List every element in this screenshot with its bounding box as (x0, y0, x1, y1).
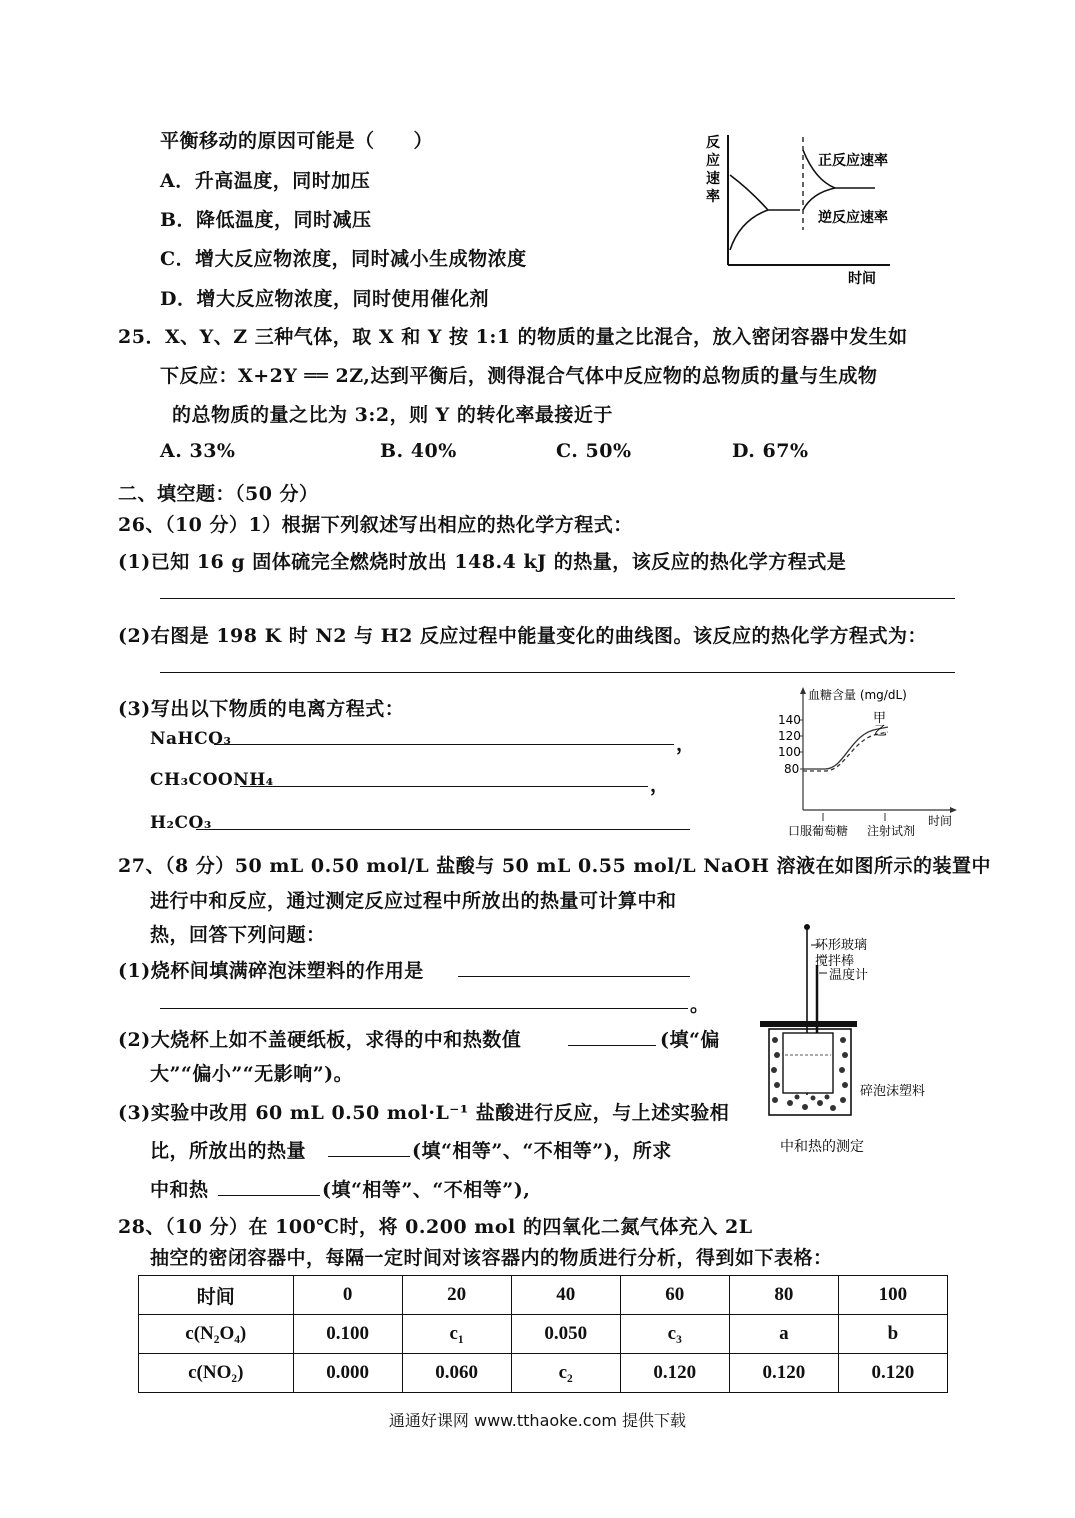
calorimeter-figure (755, 915, 970, 1165)
q27-p1: (1)烧杯间填满碎泡沫塑料的作用是 (118, 960, 424, 982)
bs-ytick-100: 100 (778, 745, 801, 759)
q25-line2: 下反应：X+2Y ══ 2Z,达到平衡后，测得混合气体中反应物的总物质的量与生成物 (160, 365, 878, 387)
table-cell: 0.000 (293, 1354, 402, 1393)
q24-stem: 平衡移动的原因可能是（ ） (160, 130, 434, 152)
q26-p1: (1)已知 16 g 固体硫完全燃烧时放出 148.4 kJ 的热量，该反应的热化学方程式是 (118, 551, 847, 573)
bs-xmark-inject: 注射试剂 (867, 824, 916, 838)
bs-ytick-80: 80 (784, 762, 800, 776)
bs-ytick-120: 120 (778, 729, 801, 743)
q27-line2: 进行中和反应，通过测定反应过程中所放出的热量可计算中和 (150, 890, 677, 912)
table-cell: b (838, 1315, 947, 1354)
table-cell: 0.120 (729, 1354, 838, 1393)
answer-line-h2co3 (196, 829, 690, 830)
table-cell: c₁ (402, 1315, 511, 1354)
bs-ytick-140: 140 (778, 713, 801, 727)
table-header-cell: 40 (511, 1276, 620, 1315)
table-header-cell: 0 (293, 1276, 402, 1315)
q28-line1: 28、（10 分）在 100℃时，将 0.200 mol 的四氧化二氮气体充入 2L (118, 1216, 753, 1238)
species-ch3coonh4: CH₃COONH₄ (150, 770, 274, 790)
comma-1: ， (676, 733, 696, 755)
q27-answer-line-5 (218, 1195, 320, 1196)
table-header-cell: 20 (402, 1276, 511, 1315)
q27-p1-end: 。 (690, 994, 710, 1016)
small-beaker (783, 1033, 833, 1093)
cardboard-lid (760, 1021, 857, 1027)
table-cell: 0.120 (620, 1354, 729, 1393)
q26-answer-line-2 (160, 672, 955, 673)
q28-line2: 抽空的密闭容器中，每隔一定时间对该容器内的物质进行分析，得到如下表格： (150, 1247, 833, 1269)
q27-p3c: (填“相等”、“不相等”)，所求 (412, 1140, 672, 1162)
table-cell: a (729, 1315, 838, 1354)
q27-line3: 热，回答下列问题： (150, 924, 326, 946)
table-cell: 0.060 (402, 1354, 511, 1393)
table-cell: 0.120 (838, 1354, 947, 1393)
q24-option-b: B．降低温度，同时减压 (160, 209, 372, 231)
q27-answer-line-1 (458, 976, 690, 977)
q26-p3: (3)写出以下物质的电离方程式： (118, 698, 405, 720)
q27-p2c: 大”“偏小”“无影响”)。 (150, 1063, 354, 1085)
q25-line1: 25．X、Y、Z 三种气体，取 X 和 Y 按 1:1 的物质的量之比混合，放入密闭容器中发生如 (118, 326, 908, 348)
concentration-table (138, 1275, 948, 1393)
calo-caption: 中和热的测定 (780, 1139, 864, 1155)
q24-option-d: D．增大反应物浓度，同时使用催化剂 (160, 288, 489, 310)
calo-label-stirrer-1: 环形玻璃 (815, 938, 868, 953)
calo-label-stirrer-2: 搅拌棒 (815, 954, 855, 969)
blood-sugar-figure (770, 685, 970, 840)
rt-forward-label: 正反应速率 (818, 153, 888, 169)
calo-label-foam: 碎泡沫塑料 (860, 1084, 926, 1099)
section-heading: 二、填空题：（50 分） (118, 483, 319, 505)
page-footer: 通通好课网 www.tthaoke.com 提供下载 (388, 1411, 687, 1430)
q26-p2: (2)右图是 198 K 时 N2 与 H2 反应过程中能量变化的曲线图。该反应的热化学方程式为： (118, 625, 927, 647)
rt-ylabel-1: 应 (706, 153, 720, 169)
answer-line-ch3coonh4 (240, 786, 648, 787)
table-row (139, 1315, 948, 1354)
table-cell: c₃ (620, 1315, 729, 1354)
table-header-cell: 100 (838, 1276, 947, 1315)
table-row (139, 1354, 948, 1393)
q25-option-a: A. 33% (160, 440, 236, 462)
q27-answer-line-4 (328, 1156, 410, 1157)
q27-answer-line-3 (568, 1045, 656, 1046)
bs-xlabel: 时间 (928, 814, 953, 828)
species-h2co3: H₂CO₃ (150, 813, 212, 833)
q25-option-b: B. 40% (380, 440, 457, 462)
table-row-label: c(NO₂) (139, 1354, 294, 1393)
q25-option-d: D. 67% (732, 440, 809, 462)
bs-series-label-jia: 甲 (873, 711, 887, 726)
q27-line1: 27、（8 分）50 mL 0.50 mol/L 盐酸与 50 mL 0.55 mol/L NaOH 溶液在如图所示的装置中 (118, 855, 992, 877)
table-header-cell: 80 (729, 1276, 838, 1315)
table-cell: 0.100 (293, 1315, 402, 1354)
rt-forward-initial (730, 175, 800, 210)
q27-p3b: 比，所放出的热量 (150, 1140, 307, 1162)
rt-xlabel: 时间 (848, 271, 876, 287)
q27-p2b: (填“偏 (660, 1029, 720, 1051)
bs-ylabel: 血糖含量 (mg/dL) (808, 688, 907, 702)
bs-series-label-yi: 乙 (874, 724, 888, 739)
rt-reverse-curve (803, 188, 835, 210)
rt-reverse-label: 逆反应速率 (818, 210, 888, 226)
answer-line-nahco3 (214, 744, 674, 745)
q27-p2a: (2)大烧杯上如不盖硬纸板，求得的中和热数值 (118, 1029, 522, 1051)
q25-option-c: C. 50% (556, 440, 632, 462)
table-cell: 0.050 (511, 1315, 620, 1354)
q27-answer-line-2 (160, 1008, 688, 1009)
q26-title: 26、（10 分）1）根据下列叙述写出相应的热化学方程式： (118, 514, 633, 536)
q24-option-a: A．升高温度，同时加压 (160, 170, 371, 192)
rt-ylabel-0: 反 (706, 135, 720, 151)
table-header-row (139, 1276, 948, 1315)
table-header-cell: 60 (620, 1276, 729, 1315)
bs-xmark-oral: 口服葡萄糖 (788, 824, 849, 838)
rt-ylabel-2: 速 (706, 171, 720, 187)
rt-ylabel-3: 率 (706, 189, 720, 205)
table-header-cell: 时间 (139, 1276, 294, 1315)
q27-p3d: 中和热 (150, 1179, 209, 1201)
q24-option-c: C．增大反应物浓度，同时减小生成物浓度 (160, 248, 527, 270)
q25-line3: 的总物质的量之比为 3:2，则 Y 的转化率最接近于 (172, 404, 613, 426)
table-row-label: c(N₂O₄) (139, 1315, 294, 1354)
rate-time-figure (700, 125, 910, 290)
comma-2: ， (650, 774, 670, 796)
q27-p3a: (3)实验中改用 60 mL 0.50 mol·L⁻¹ 盐酸进行反应，与上述实验相 (118, 1102, 730, 1124)
species-nahco3: NaHCO₃ (150, 729, 232, 749)
q27-p3e: (填“相等”、“不相等”), (322, 1179, 531, 1201)
calo-label-thermometer: 温度计 (829, 968, 869, 983)
table-cell: c₂ (511, 1354, 620, 1393)
rt-reverse-initial (730, 210, 768, 250)
q26-answer-line-1 (160, 598, 955, 599)
